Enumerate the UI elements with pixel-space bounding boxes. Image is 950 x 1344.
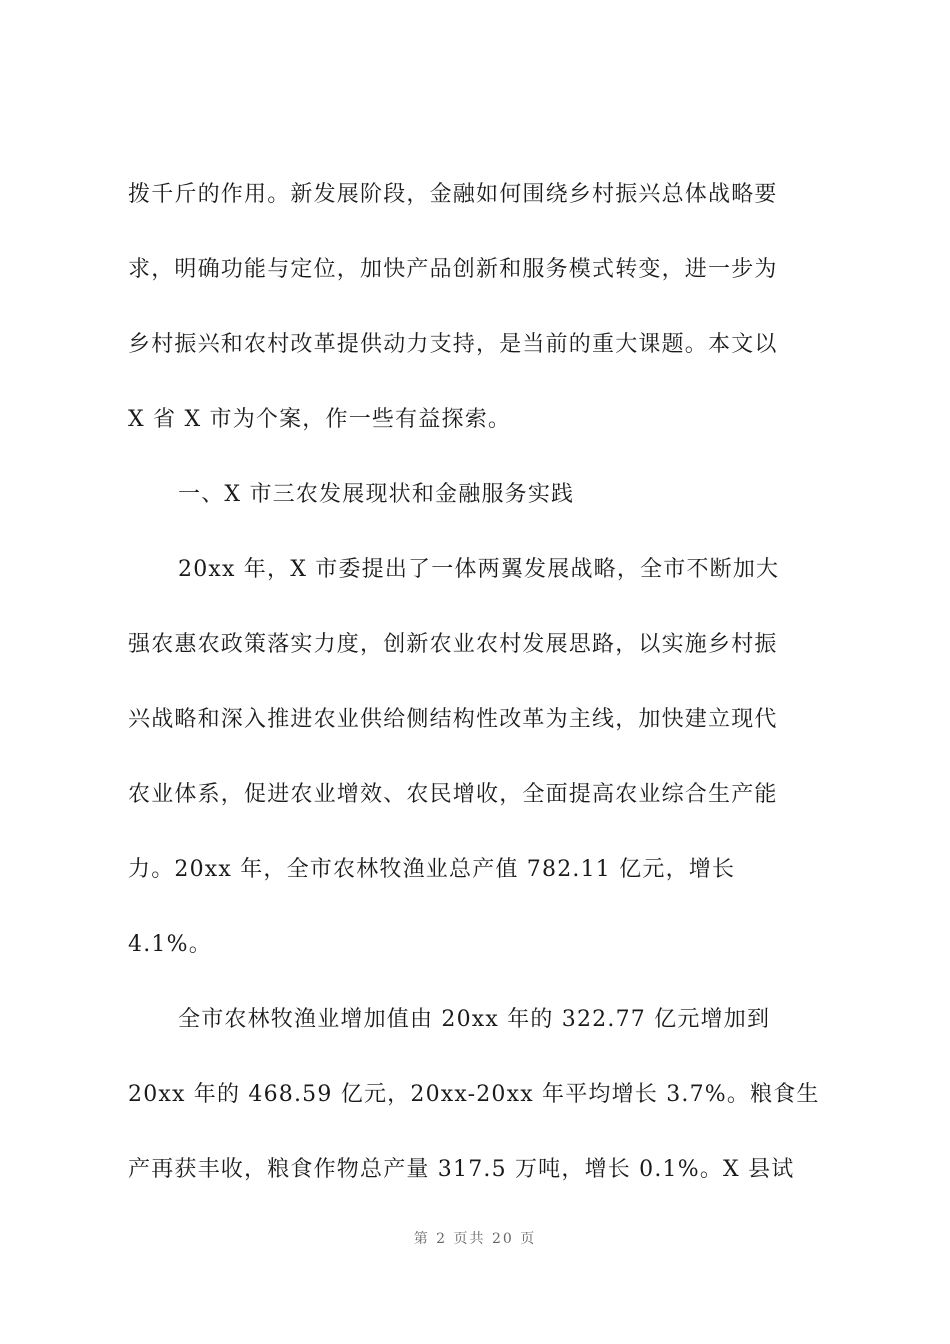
text-line: 强农惠农政策落实力度，创新农业农村发展思路，以实施乡村振 [128, 632, 778, 657]
text-line: X 省 X 市为个案，作一些有益探索。 [128, 407, 512, 432]
text-line: 20xx 年的 468.59 亿元，20xx-20xx 年平均增长 3.7%。粮食生 [128, 1082, 820, 1107]
page-number-footer: 第 2 页共 20 页 [413, 1231, 537, 1247]
text-line: 20xx 年，X 市委提出了一体两翼发展战略，全市不断加大 [178, 557, 780, 582]
section-heading: 一、X 市三农发展现状和金融服务实践 [178, 482, 575, 507]
text-line: 农业体系，促进农业增效、农民增收，全面提高农业综合生产能 [128, 782, 778, 807]
text-line: 4.1%。 [128, 932, 212, 957]
text-line: 乡村振兴和农村改革提供动力支持，是当前的重大课题。本文以 [128, 332, 778, 357]
text-line: 兴战略和深入推进农业供给侧结构性改革为主线，加快建立现代 [128, 707, 778, 732]
text-line: 拨千斤的作用。新发展阶段，金融如何围绕乡村振兴总体战略要 [128, 182, 778, 207]
text-line: 力。20xx 年，全市农林牧渔业总产值 782.11 亿元，增长 [128, 857, 736, 882]
text-line: 全市农林牧渔业增加值由 20xx 年的 322.77 亿元增加到 [178, 1007, 771, 1032]
text-line: 求，明确功能与定位，加快产品创新和服务模式转变，进一步为 [128, 257, 778, 282]
text-line: 产再获丰收，粮食作物总产量 317.5 万吨，增长 0.1%。X 县试 [128, 1157, 795, 1182]
